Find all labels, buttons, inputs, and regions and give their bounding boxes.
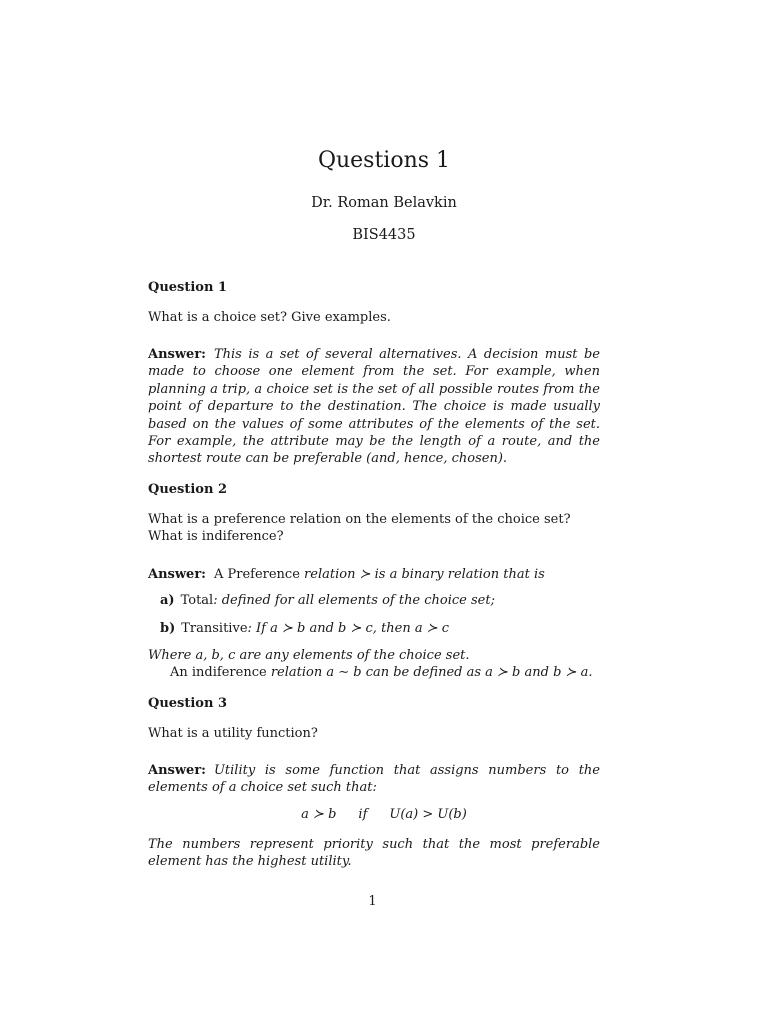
question-3-text: What is a utility function? <box>148 726 318 741</box>
item-text: : If a ≻ b and b ≻ c, then a ≻ c <box>247 621 450 636</box>
formula-left: a ≻ b <box>301 807 337 822</box>
question-3-closing: The numbers represent priority such that the most preferable element has the highest utility. <box>148 837 600 870</box>
list-item-transitive <box>160 621 600 636</box>
page-number: 1 <box>368 894 377 909</box>
item-text: : defined for all elements of the choice set; <box>213 593 495 608</box>
question-2-heading: Question 2 <box>148 482 228 497</box>
answer-label: Answer: <box>148 763 206 778</box>
indiference-word: An indiference <box>170 665 267 680</box>
where-text: Where a, b, c are any elements of the choice set. <box>148 648 470 663</box>
answer-label: Answer: <box>148 347 206 362</box>
question-1-answer <box>148 346 600 468</box>
item-label: a) <box>160 593 175 608</box>
answer-text: This is a set of several alternatives. A decision must be made to choose one element from the set. For example, when planning a trip, a choice set is the set of all possible routes from the point of departure to the destination. The choice is made usually based on the values of some attributes of the elements of the set. For example, the attribute may be the length of a route, and the shortest route can be preferable (and, hence, chosen). <box>148 347 600 467</box>
formula-if: if <box>358 807 368 822</box>
course-code: BIS4435 <box>352 227 416 243</box>
answer-label: Answer: <box>148 567 206 582</box>
question-2-text: What is a preference relation on the elements of the choice set? What is indiference? <box>148 512 571 545</box>
preference-word: A Preference <box>213 567 300 582</box>
item-term: Total <box>180 593 214 608</box>
document-title: Questions 1 <box>317 148 451 173</box>
question-2-answer <box>148 566 600 583</box>
answer-text: relation ≻ is a binary relation that is <box>304 567 545 582</box>
item-label: b) <box>160 621 176 636</box>
question-1-heading: Question 1 <box>148 280 228 295</box>
question-3-answer <box>148 762 600 797</box>
author-name: Dr. Roman Belavkin <box>311 195 457 211</box>
utility-formula <box>0 807 768 822</box>
answer-text: Utility is some function that assigns numbers to the elements of a choice set such that: <box>148 763 600 796</box>
item-term: Transitive <box>181 621 248 636</box>
indiference-text: relation a ∼ b can be defined as a ≻ b and b ≻ a. <box>270 665 593 680</box>
question-1-text: What is a choice set? Give examples. <box>148 310 391 325</box>
list-item-total <box>160 593 600 608</box>
indiference-definition <box>148 664 600 681</box>
question-3-heading: Question 3 <box>148 696 228 711</box>
formula-right: U(a) > U(b) <box>389 807 467 822</box>
